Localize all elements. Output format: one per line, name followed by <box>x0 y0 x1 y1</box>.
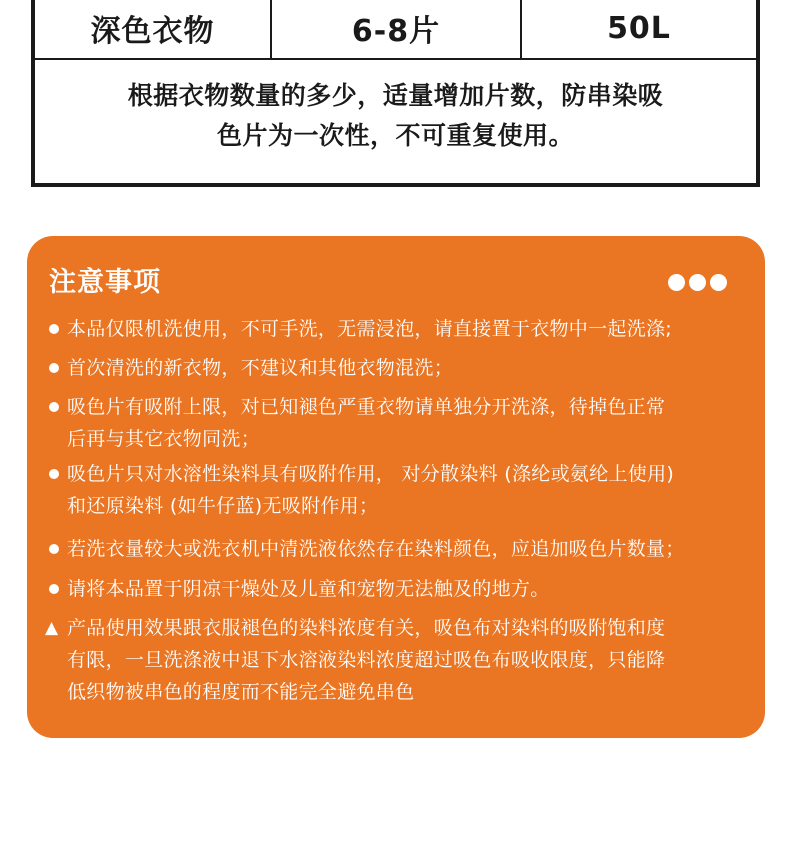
warning-triangle-icon: ▲ <box>45 618 59 638</box>
note-line: 和还原染料 (如牛仔蓝)无吸附作用； <box>67 495 379 517</box>
note-line: 本品仅限机洗使用，不可手洗，无需浸泡，请直接置于衣物中一起洗涤; <box>67 318 673 340</box>
note-item <box>49 313 749 345</box>
note-item <box>49 391 749 455</box>
note-line: 请将本品置于阴凉干燥处及儿童和宠物无法触及的地方。 <box>67 578 550 600</box>
note-line: 产品使用效果跟衣服褪色的染料浓度有关，吸色布对染料的吸附饱和度 <box>67 617 666 639</box>
note-line: 有限，一旦洗涤液中退下水溶液染料浓度超过吸色布吸收限度，只能降 <box>67 649 666 671</box>
dot <box>710 274 727 291</box>
note-item <box>45 612 749 708</box>
dot <box>689 274 706 291</box>
note-item <box>49 352 749 384</box>
usage-table <box>31 0 760 187</box>
more-dots-icon <box>668 274 727 291</box>
note-line: 若洗衣量较大或洗衣机中清洗液依然存在染料颜色，应追加吸色片数量； <box>67 538 685 560</box>
note-line: 吸色片有吸附上限，对已知褪色严重衣物请单独分开洗涤，待掉色正常 <box>67 396 666 418</box>
note-line: 首次清洗的新衣物，不建议和其他衣物混洗； <box>67 357 454 379</box>
note-line: 吸色片只对水溶性染料具有吸附作用， 对分散染料 (涤纶或氨纶上使用) <box>67 463 675 485</box>
note-line: 后再与其它衣物同洗； <box>67 428 261 450</box>
notes-card <box>27 236 765 738</box>
clothing-type-cell: 深色衣物 <box>35 0 272 58</box>
notes-title: 注意事项 <box>49 267 161 298</box>
usage-note-line: 根据衣物数量的多少，适量增加片数，防串染吸 <box>127 81 664 110</box>
usage-note-line: 色片为一次性，不可重复使用。 <box>216 121 574 150</box>
note-item <box>49 458 749 522</box>
water-volume-cell: 50L <box>607 10 671 46</box>
note-item <box>49 533 749 565</box>
table-row <box>35 0 756 60</box>
sheet-count-cell: 6-8片 <box>272 0 522 58</box>
dot <box>668 274 685 291</box>
usage-note <box>35 76 756 156</box>
note-line: 低织物被串色的程度而不能完全避免串色 <box>67 681 415 703</box>
note-item <box>49 573 749 605</box>
